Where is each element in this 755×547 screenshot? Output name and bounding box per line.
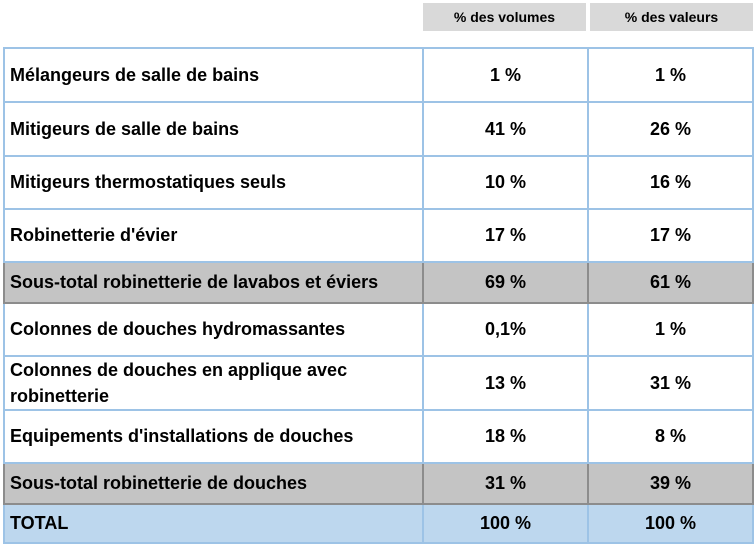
column-header-valeurs: % des valeurs [590,3,753,31]
cell-valeurs: 39 % [588,463,753,504]
subtotal-row [4,262,753,303]
row-label: Equipements d'installations de douches [4,410,423,463]
cell-valeurs: 61 % [588,262,753,303]
table-row [4,303,753,356]
table-row [4,156,753,209]
cell-volumes: 10 % [423,156,588,209]
row-label: Colonnes de douches en applique avec robinetterie [4,356,423,410]
row-label: Colonnes de douches hydromassantes [4,303,423,356]
row-label: Mitigeurs thermostatiques seuls [4,156,423,209]
cell-valeurs: 1 % [588,48,753,102]
column-header-volumes: % des volumes [423,3,586,31]
table-row [4,48,753,102]
table-row [4,356,753,410]
row-label: Sous-total robinetterie de lavabos et éviers [4,262,423,303]
cell-valeurs: 26 % [588,102,753,156]
table-row [4,102,753,156]
cell-valeurs: 100 % [588,504,753,543]
cell-valeurs: 16 % [588,156,753,209]
cell-valeurs: 31 % [588,356,753,410]
row-label: Sous-total robinetterie de douches [4,463,423,504]
cell-valeurs: 8 % [588,410,753,463]
data-table [3,47,754,544]
cell-volumes: 41 % [423,102,588,156]
row-label: Mélangeurs de salle de bains [4,48,423,102]
row-label: Mitigeurs de salle de bains [4,102,423,156]
cell-volumes: 100 % [423,504,588,543]
row-label: TOTAL [4,504,423,543]
row-label: Robinetterie d'évier [4,209,423,262]
cell-volumes: 31 % [423,463,588,504]
cell-volumes: 13 % [423,356,588,410]
cell-volumes: 69 % [423,262,588,303]
table-row [4,410,753,463]
cell-volumes: 1 % [423,48,588,102]
cell-volumes: 18 % [423,410,588,463]
cell-volumes: 0,1% [423,303,588,356]
subtotal-row [4,463,753,504]
cell-volumes: 17 % [423,209,588,262]
total-row [4,504,753,543]
cell-valeurs: 1 % [588,303,753,356]
cell-valeurs: 17 % [588,209,753,262]
table-row [4,209,753,262]
